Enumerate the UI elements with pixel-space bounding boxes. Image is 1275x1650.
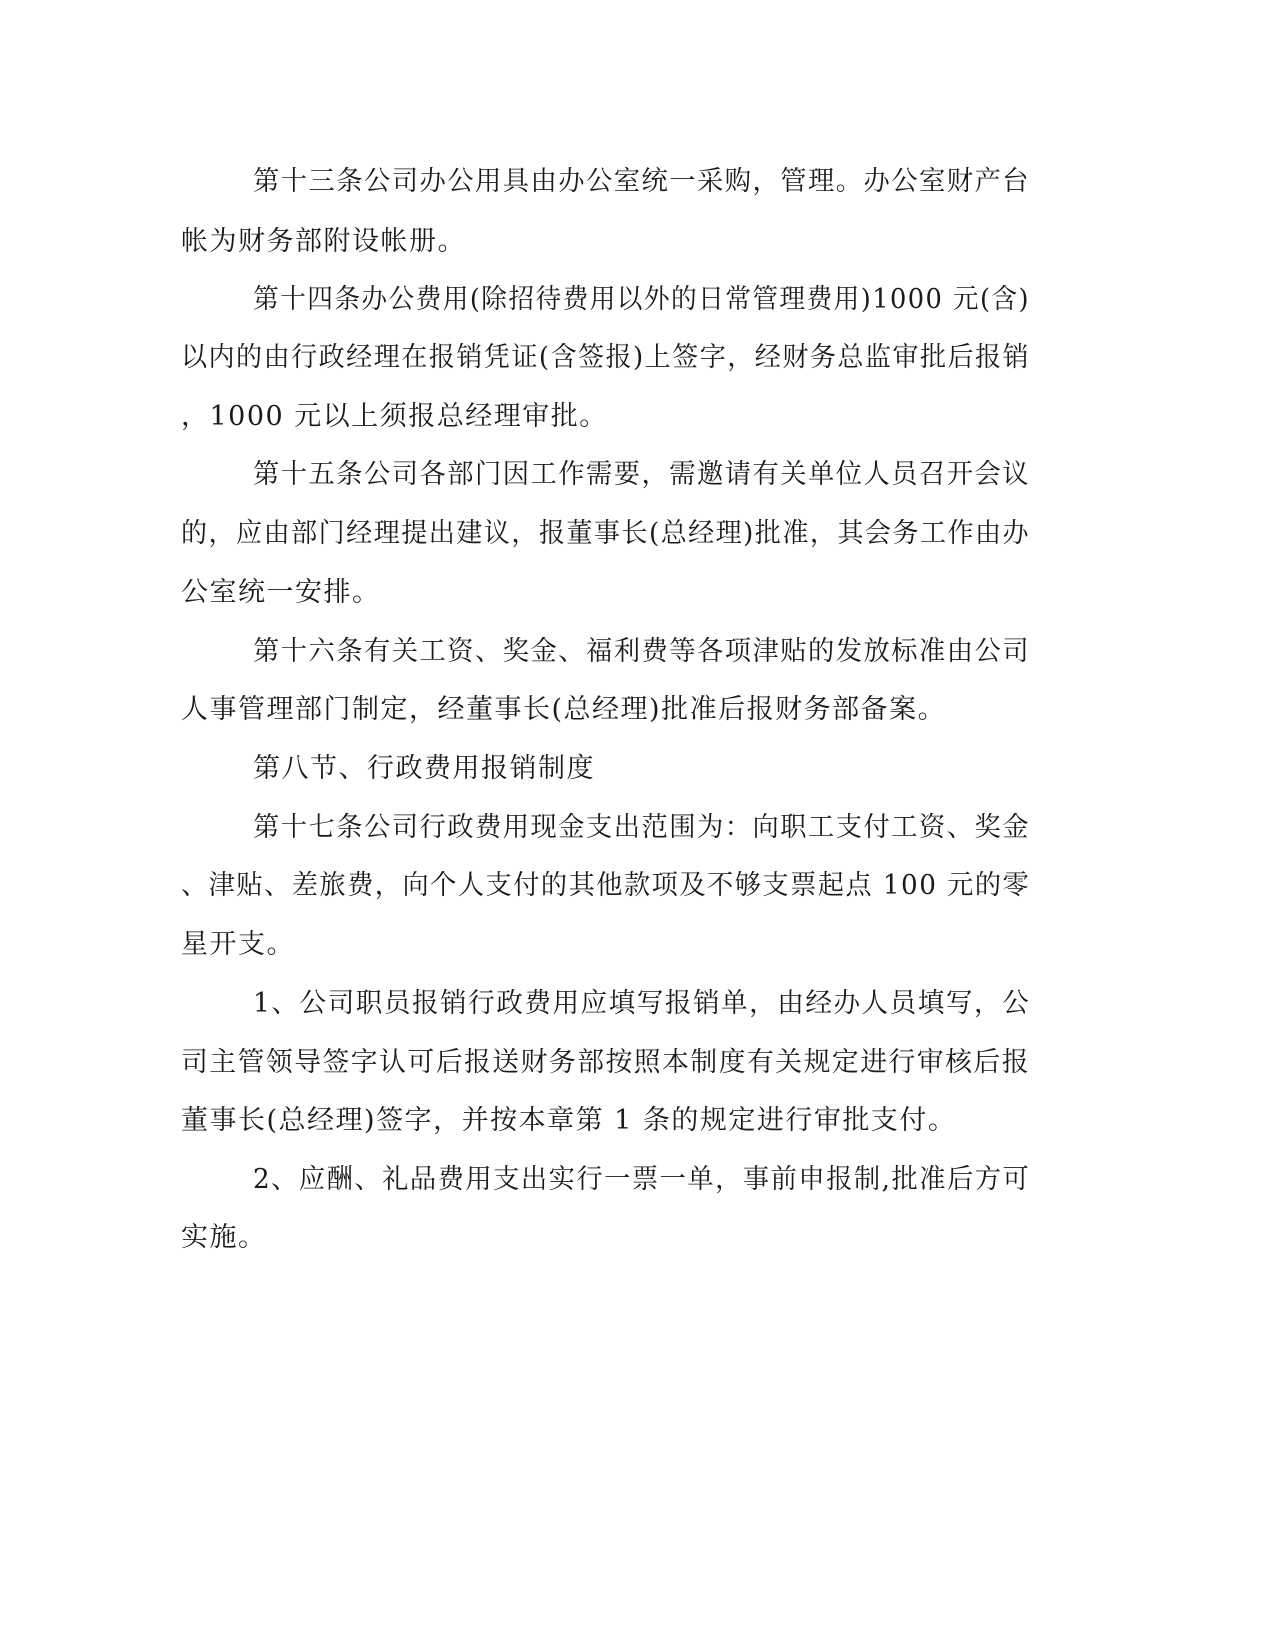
article-15-line-2: 的，应由部门经理提出建议，报董事长(总经理)批准，其会务工作由办 [181,518,1031,549]
article-16-line-1: 第十六条有关工资、奖金、福利费等各项津贴的发放标准由公司 [253,636,1030,667]
item-1-line-1: 1、公司职员报销行政费用应填写报销单，由经办人员填写，公 [253,988,1031,1019]
article-13-line-2: 帐为财务部附设帐册。 [181,226,466,257]
article-15-line-3: 公室统一安排。 [181,577,381,608]
section-heading: 第八节、行政费用报销制度 [253,753,595,784]
article-14-line-2: 以内的由行政经理在报销凭证(含签报)上签字，经财务总监审批后报销 [181,342,1031,373]
item-2-line-2: 实施。 [181,1222,267,1253]
article-14-line-1: 第十四条办公费用(除招待费用以外的日常管理费用)1000 元(含) [253,284,1030,315]
article-17-line-3: 星开支。 [181,929,295,960]
article-14-line-3: ，1000 元以上须报总经理审批。 [181,401,608,432]
item-2-line-1: 2、应酬、礼品费用支出实行一票一单，事前申报制,批准后方可 [253,1164,1031,1195]
article-16-line-2: 人事管理部门制定，经董事长(总经理)批准后报财务部备案。 [181,694,947,725]
item-1-line-3: 董事长(总经理)签字，并按本章第 1 条的规定进行审批支付。 [181,1105,957,1136]
article-17-line-2: 、津贴、差旅费，向个人支付的其他款项及不够支票起点 100 元的零 [181,870,1031,901]
article-17-line-1: 第十七条公司行政费用现金支出范围为：向职工支付工资、奖金 [253,812,1030,843]
article-13-line-1: 第十三条公司办公用具由办公室统一采购，管理。办公室财产台 [253,166,1030,197]
article-15-line-1: 第十五条公司各部门因工作需要，需邀请有关单位人员召开会议 [253,459,1030,490]
item-1-line-2: 司主管领导签字认可后报送财务部按照本制度有关规定进行审核后报 [181,1047,1030,1078]
